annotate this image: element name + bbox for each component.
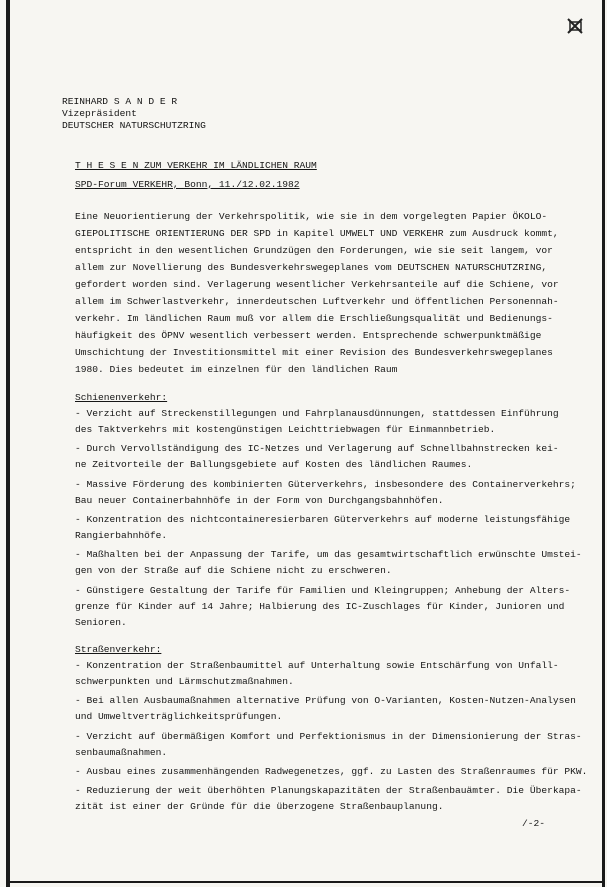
document-title: T H E S E N ZUM VERKEHR IM LÄNDLICHEN RAUM [75,160,317,171]
list-item-line: - Ausbau eines zusammenhängenden Radwegenetzes, ggf. zu Lasten des Straßenraumes für PKW. [75,766,588,777]
list-item-line: Rangierbahnhöfe. [75,530,168,541]
section-heading-rail: Schienenverkehr: [75,392,168,403]
intro-line: allem im Schwerlastverkehr, innerdeutschen Luftverkehr und öffentlichen Personennah- [75,296,559,307]
intro-line: Umschichtung der Investitionsmittel mit einer Revision des Bundesverkehrswegeplanes [75,347,553,358]
list-item-line: senbaumaßnahmen. [75,747,168,758]
punch-mark-icon [565,16,585,36]
scan-border-bottom [6,881,605,883]
list-item-line: Senioren. [75,617,127,628]
list-item-line: ne Zeitvorteile der Ballungsgebiete auf Kosten des ländlichen Raumes. [75,459,473,470]
list-item-line: - Verzicht auf übermäßigen Komfort und Perfektionismus in der Dimensionierung der Stras- [75,731,582,742]
intro-line: häufigkeit des ÖPNV wesentlich verbessert werden. Entsprechende schwerpunktmäßige [75,330,542,341]
list-item-line: - Günstigere Gestaltung der Tarife für Familien und Kleingruppen; Anhebung der Alters- [75,585,571,596]
list-item-line: und Umweltverträglichkeitsprüfungen. [75,711,283,722]
list-item-line: schwerpunkten und Lärmschutzmaßnahmen. [75,676,294,687]
page-marker: /-2- [522,818,546,829]
section-heading-road: Straßenverkehr: [75,644,162,655]
intro-line: verkehr. Im ländlichen Raum muß vor allem die Erschließungsqualität und Bedienungs- [75,313,553,324]
intro-line: GIEPOLITISCHE ORIENTIERUNG DER SPD in Kapitel UMWELT UND VERKEHR zum Ausdruck kommt, [75,228,559,239]
list-item-line: - Konzentration des nichtcontaineresierbaren Güterverkehrs auf moderne leistungsfähige [75,514,571,525]
list-item-line: - Konzentration der Straßenbaumittel auf Unterhaltung sowie Entschärfung von Unfall- [75,660,559,671]
list-item-line: gen von der Straße auf die Schiene nicht zu erschweren. [75,565,392,576]
list-item-line: - Reduzierung der weit überhöhten Planungskapazitäten der Straßenbauämter. Die Überkapa- [75,785,582,796]
intro-line: allem zur Novellierung des Bundesverkehrswegeplanes vom DEUTSCHEN NATURSCHUTZRING, [75,262,548,273]
list-item-line: Bau neuer Containerbahnhöfe in der Form von Durchgangsbahnhöfen. [75,495,444,506]
intro-line: entspricht in den wesentlichen Grundzügen den Forderungen, wie sie seit langem, vor [75,245,553,256]
intro-line: Eine Neuorientierung der Verkehrspolitik, wie sie in dem vorgelegten Papier ÖKOLO- [75,211,548,222]
list-item-line: - Bei allen Ausbaumaßnahmen alternative Prüfung von O-Varianten, Kosten-Nutzen-Analysen [75,695,576,706]
author-role: Vizepräsident [62,108,137,119]
list-item-line: - Verzicht auf Streckenstillegungen und Fahrplanausdünnungen, stattdessen Einführung [75,408,559,419]
list-item-line: des Taktverkehrs mit kostengünstigen Leichttriebwagen für Einmannbetrieb. [75,424,496,435]
list-item-line: - Maßhalten bei der Anpassung der Tarife, um das gesamtwirtschaftlich erwünschte Umstei- [75,549,582,560]
list-item-line: - Durch Vervollständigung des IC-Netzes und Verlagerung auf Schnellbahnstrecken kei- [75,443,559,454]
author-org: DEUTSCHER NATURSCHUTZRING [62,120,206,131]
scan-border-right [602,0,605,887]
author-name: REINHARD S A N D E R [62,96,178,107]
document-subtitle: SPD-Forum VERKEHR, Bonn, 11./12.02.1982 [75,179,300,190]
list-item-line: zität ist einer der Gründe für die überzogene Straßenbauplanung. [75,801,444,812]
intro-line: 1980. Dies bedeutet im einzelnen für den ländlichen Raum [75,364,398,375]
list-item-line: - Massive Förderung des kombinierten Güterverkehrs, insbesondere des Containerverkehrs; [75,479,576,490]
scan-border-left [6,0,10,887]
intro-line: gefordert worden sind. Verlagerung wesentlicher Verkehrsanteile auf die Schiene, vor [75,279,559,290]
list-item-line: grenze für Kinder auf 14 Jahre; Halbierung des IC-Zuschlages für Kinder, Junioren und [75,601,565,612]
